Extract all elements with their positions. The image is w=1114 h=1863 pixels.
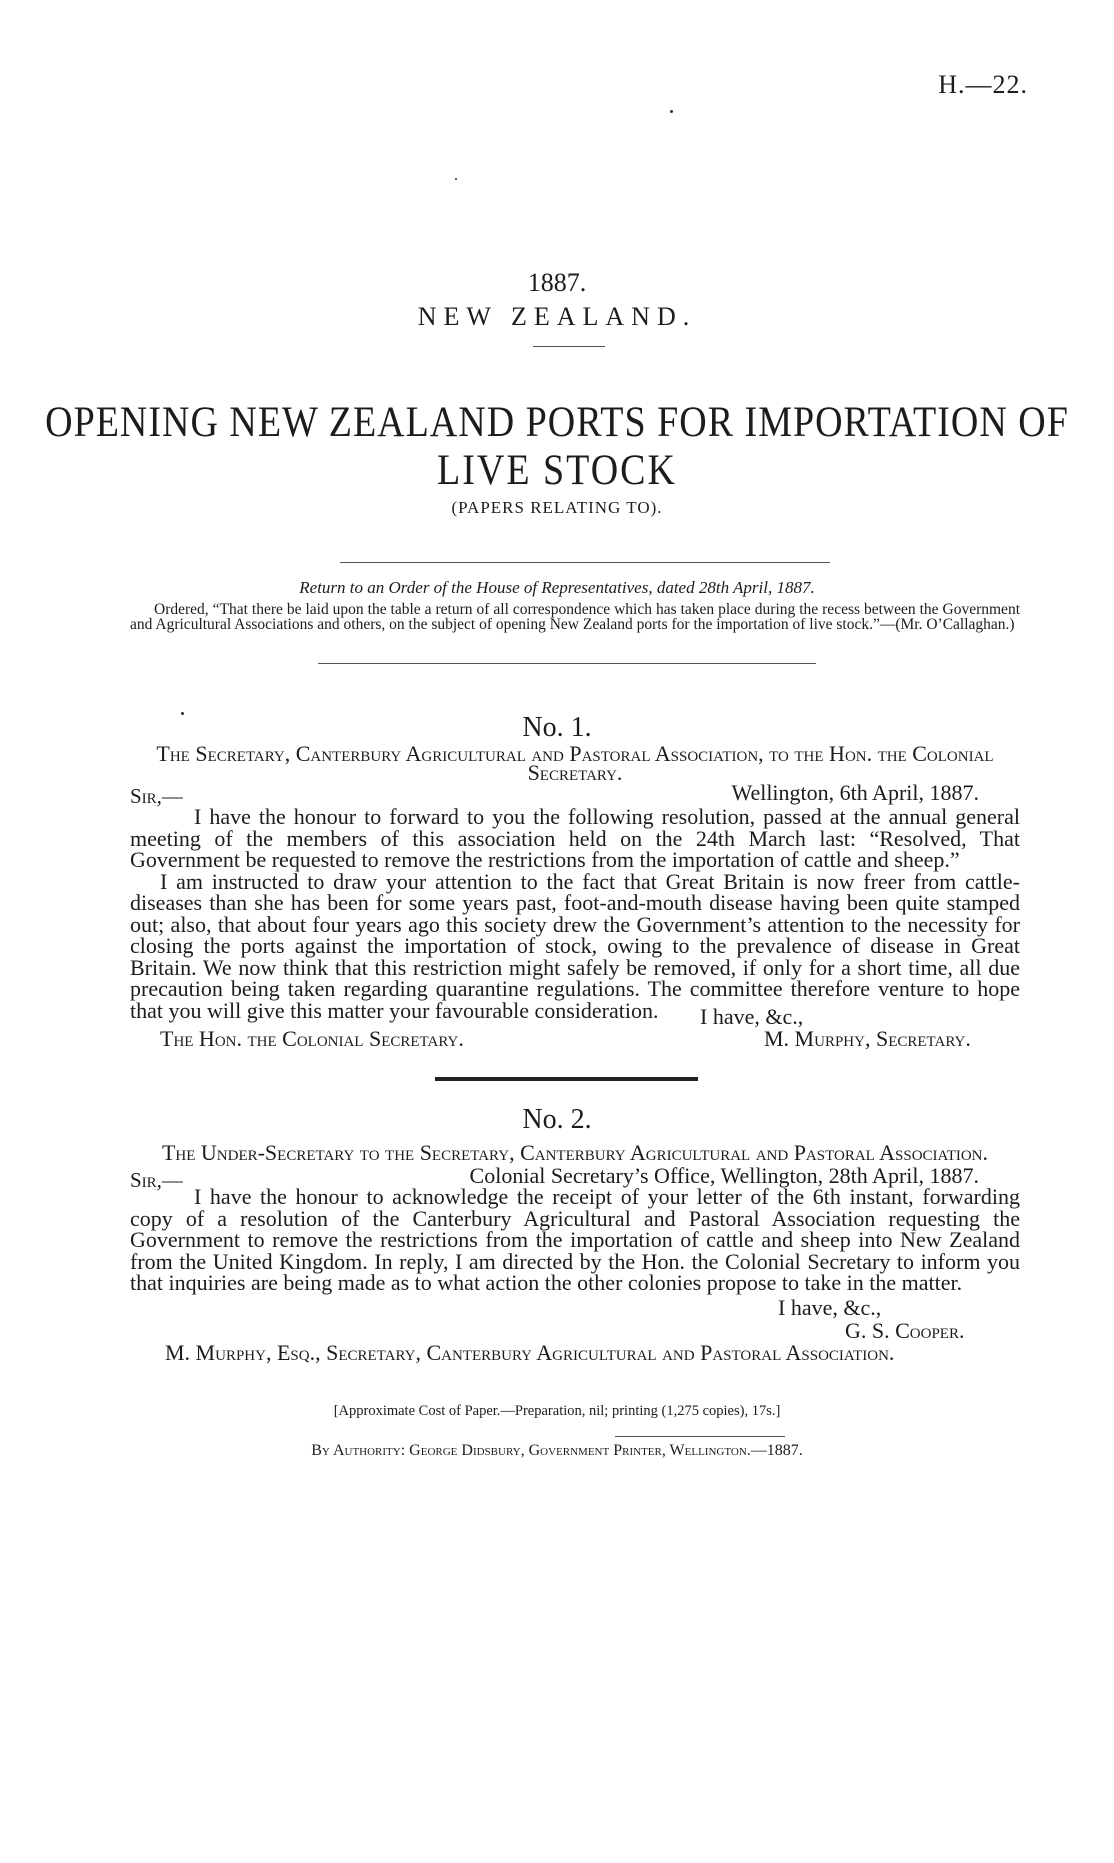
signature: G. S. Cooper. <box>845 1318 965 1343</box>
addressee: The Hon. the Colonial Secretary. <box>160 1026 464 1051</box>
paragraph: I have the honour to forward to you the following resolution, passed at the annual general meeting of the members of this association held on the 24th March last: “Resolved, That Government be requested to remove the restrictions from the importation of cattle and sheep.” <box>130 804 1020 872</box>
closing: I have, &c., <box>778 1295 882 1320</box>
letter-body <box>130 1186 1020 1294</box>
letter-number: No. 1. <box>522 712 592 743</box>
print-speck <box>455 178 457 180</box>
country: NEW ZEALAND. <box>417 302 697 331</box>
place-date: Colonial Secretary’s Office, Wellington, 28th April, 1887. <box>469 1163 979 1188</box>
page-reference: H.—22. <box>938 70 1028 99</box>
print-speck <box>670 110 673 113</box>
imprint: By Authority: George Didsbury, Government Printer, Wellington.—1887. <box>311 1442 803 1459</box>
year: 1887. <box>527 268 587 297</box>
letter-number: No. 2. <box>522 1104 592 1135</box>
return-order: Return to an Order of the House of Representatives, dated 28th April, 1887. <box>299 578 815 597</box>
document-title-line2: LIVE STOCK <box>437 445 677 495</box>
place-date: Wellington, 6th April, 1887. <box>731 780 979 805</box>
paragraph: I am instructed to draw your attention to the fact that Great Britain is now freer from cattle-diseases than she has been for some years past, foot-and-mouth disease having been quite stamped out; also, that about four years ago this society drew the Government’s attention to the necessity for closing the ports against the importation of stock, owing to the prevalence of disease in Great Britain. We now think that this restriction might safely be removed, if only for a short time, all due precaution being taken regarding quarantine regulations. The committee therefore venture to hope that you will give this matter your favourable consideration. <box>130 868 1020 1023</box>
closing: I have, &c., <box>700 1004 804 1029</box>
divider <box>435 1077 698 1081</box>
signature: M. Murphy, Secretary. <box>764 1026 971 1051</box>
letter-heading: The Secretary, Canterbury Agricultural and Pastoral Association, to the Hon. the Colonial Secretary. <box>156 741 994 785</box>
divider <box>615 1436 785 1437</box>
letter-heading: The Under-Secretary to the Secretary, Canterbury Agricultural and Pastoral Association. <box>161 1140 989 1165</box>
letter-body <box>130 806 1020 1021</box>
paragraph: I have the honour to acknowledge the receipt of your letter of the 6th instant, forwarding copy of a resolution of the Canterbury Agricultural and Pastoral Association requesting the Government to remove the restrictions from the importation of cattle and sheep into New Zealand from the United Kingdom. In reply, I am directed by the Hon. the Colonial Secretary to inform you that inquiries are being made as to what action the other colonies propose to take in the matter. <box>130 1184 1020 1295</box>
cost-note: [Approximate Cost of Paper.—Preparation, nil; printing (1,275 copies), 17s.] <box>333 1403 781 1419</box>
divider <box>318 663 816 664</box>
document-subtitle: (PAPERS RELATING TO). <box>451 498 663 517</box>
divider <box>340 562 830 563</box>
salutation: Sir,— <box>130 784 183 808</box>
document-title-line1: OPENING NEW ZEALAND PORTS FOR IMPORTATION OF <box>45 397 1069 447</box>
salutation: Sir,— <box>130 1168 183 1192</box>
divider <box>533 346 605 347</box>
order-text: Ordered, “That there be laid upon the table a return of all correspondence which has taken place during the recess between the Government and Agricultural Associations and others, on the subject of opening New Zealand ports for the importation of live stock.”—(Mr. O’Callaghan.) <box>130 601 1020 633</box>
addressee: M. Murphy, Esq., Secretary, Canterbury Agricultural and Pastoral Association. <box>165 1340 895 1365</box>
